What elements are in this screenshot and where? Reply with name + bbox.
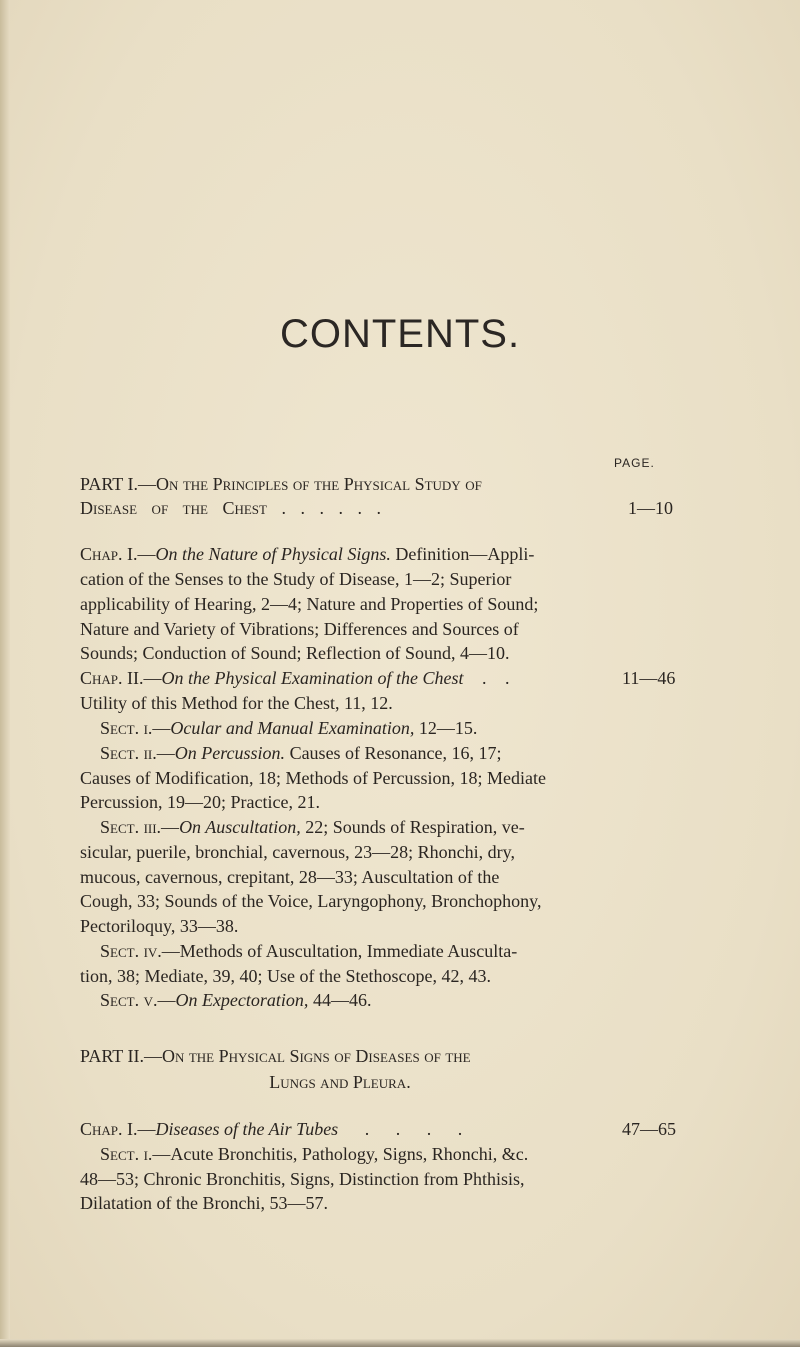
sect3-line2: sicular, puerile, bronchial, cavernous, 23—28; Rhonchi, dry, xyxy=(80,842,515,862)
p2chap1-title: Diseases of the Air Tubes xyxy=(155,1119,339,1139)
chap2-line2: Utility of this Method for the Chest, 11, 12. xyxy=(80,693,393,713)
chap2-dots: . . xyxy=(463,668,510,688)
chap1-line3: applicability of Hearing, 2—4; Nature and Properties of Sound; xyxy=(80,594,539,614)
page-left-edge xyxy=(0,0,10,1347)
sect2-line1 xyxy=(100,741,502,765)
page-bottom-edge xyxy=(0,1339,800,1347)
sect3-line3: mucous, cavernous, crepitant, 28—33; Auscultation of the xyxy=(80,867,500,887)
p2chap1-line xyxy=(80,1117,462,1141)
chap2-line1 xyxy=(80,666,509,690)
chap1-lead: Chap. I.— xyxy=(80,544,156,564)
sect5-line xyxy=(100,988,371,1012)
sect2-rest: Causes of Resonance, 16, 17; xyxy=(285,743,502,763)
sect4-rest: Methods of Auscultation, Immediate Ausculta- xyxy=(179,941,518,961)
sect5-title: On Expectoration, xyxy=(175,990,309,1010)
sect2-title: On Percussion. xyxy=(174,743,286,763)
chap1-line2: cation of the Senses to the Study of Disease, 1—2; Superior xyxy=(80,569,512,589)
part1-heading-line2: Disease of the Chest . . . . . . xyxy=(80,498,381,518)
chap1-title: On the Nature of Physical Signs. xyxy=(155,544,391,564)
chap1-line5: Sounds; Conduction of Sound; Reflection of Sound, 4—10. xyxy=(80,643,510,663)
p2sect1-lead: Sect. i.— xyxy=(100,1144,171,1164)
chap1-line1 xyxy=(80,542,534,566)
p2chap1-lead: Chap. I.— xyxy=(80,1119,156,1139)
page-column-label: PAGE. xyxy=(614,456,655,470)
p2sect1-rest: Acute Bronchitis, Pathology, Signs, Rhonchi, &c. xyxy=(170,1144,529,1164)
p2chap1-dots: . . . . xyxy=(338,1119,463,1139)
p2sect1-line2: 48—53; Chronic Bronchitis, Signs, Distinction from Phthisis, xyxy=(80,1169,525,1189)
sect1-title: Ocular and Manual Examination, xyxy=(170,718,415,738)
chap2-pages: 11—46 xyxy=(622,668,676,688)
p2chap1-pages: 47—65 xyxy=(622,1119,676,1139)
chap1-text: Definition—Appli- xyxy=(390,544,535,564)
sect3-line5: Pectoriloquy, 33—38. xyxy=(80,916,239,936)
sect2-line2: Causes of Modification, 18; Methods of Percussion, 18; Mediate xyxy=(80,768,546,788)
sect4-lead: Sect. iv.— xyxy=(100,941,180,961)
part1-heading-line1: PART I.—On the Principles of the Physical Study of xyxy=(80,474,482,494)
part2-heading-line2: Lungs and Pleura. xyxy=(269,1072,411,1092)
sect4-line2: tion, 38; Mediate, 39, 40; Use of the Stethoscope, 42, 43. xyxy=(80,966,491,986)
sect5-rest: 44—46. xyxy=(308,990,372,1010)
sect5-lead: Sect. v.— xyxy=(100,990,176,1010)
part1-pages: 1—10 xyxy=(628,498,673,518)
part2-heading-line1: PART II.—On the Physical Signs of Diseases of the xyxy=(80,1046,471,1066)
p2sect1-line1 xyxy=(100,1142,528,1166)
chap1-line4: Nature and Variety of Vibrations; Differences and Sources of xyxy=(80,619,519,639)
sect4-line1 xyxy=(100,939,517,963)
sect1-lead: Sect. i.— xyxy=(100,718,171,738)
sect3-line4: Cough, 33; Sounds of the Voice, Laryngophony, Bronchophony, xyxy=(80,891,542,911)
sect3-rest: 22; Sounds of Respiration, ve- xyxy=(300,817,525,837)
sect1-rest: 12—15. xyxy=(414,718,478,738)
chap2-title: On the Physical Examination of the Chest xyxy=(161,668,464,688)
sect3-title: On Auscultation, xyxy=(179,817,301,837)
sect3-lead: Sect. iii.— xyxy=(100,817,180,837)
sect2-lead: Sect. ii.— xyxy=(100,743,175,763)
page-title: CONTENTS. xyxy=(279,312,521,356)
chap2-lead: Chap. II.— xyxy=(80,668,162,688)
sect1-line xyxy=(100,716,477,740)
p2sect1-line3: Dilatation of the Bronchi, 53—57. xyxy=(80,1193,328,1213)
sect2-line3: Percussion, 19—20; Practice, 21. xyxy=(80,792,320,812)
sect3-line1 xyxy=(100,815,525,839)
